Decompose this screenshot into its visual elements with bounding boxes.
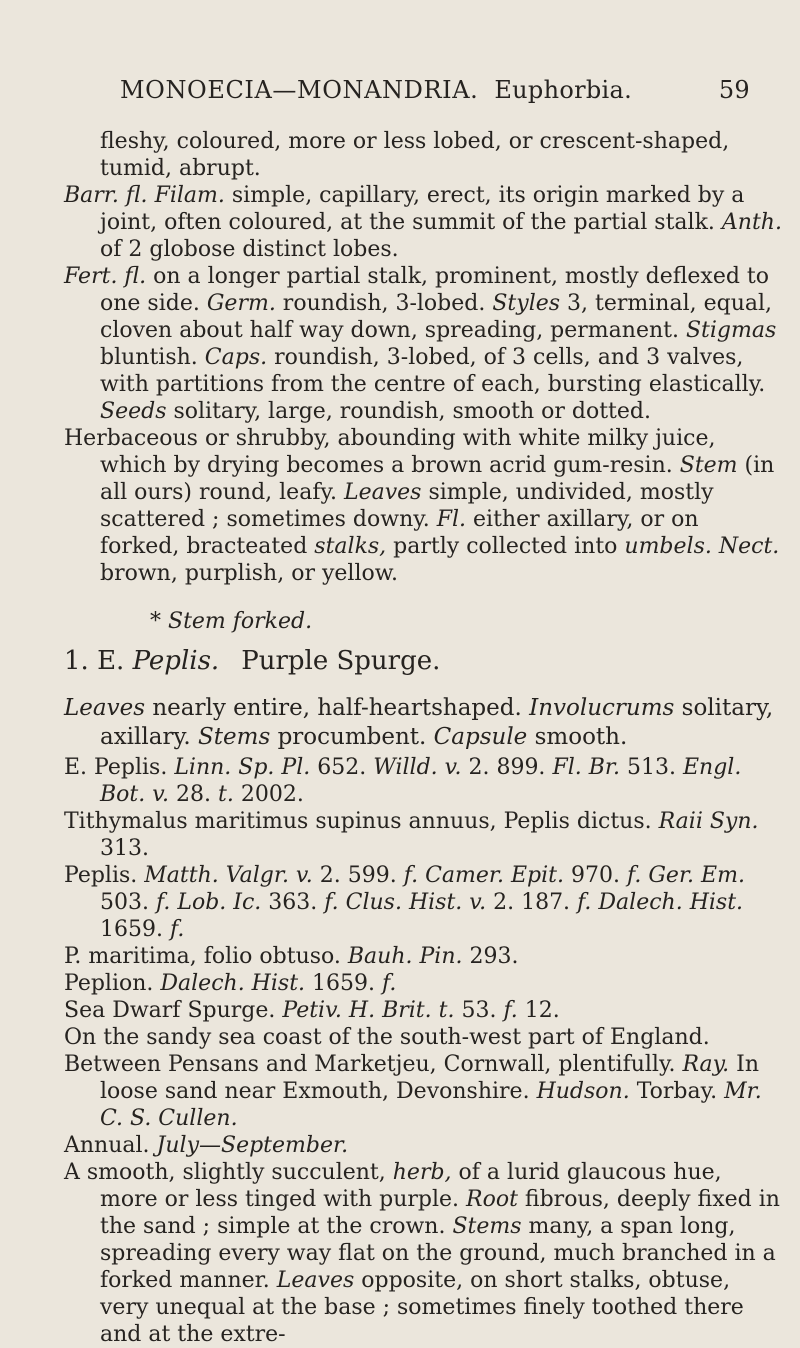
label-stigmas: Stigmas (685, 318, 777, 343)
syn-citation: Linn. Sp. Pl. (174, 755, 311, 780)
syn-text: 2. 899. (461, 755, 553, 780)
text-caps: roundish, 3-lobed, of 3 cells, and 3 valves, with partitions from the centre of each, bursting elastically. (100, 345, 766, 397)
header-title: MONOECIA—MONANDRIA. (120, 76, 479, 104)
syn-citation: t. (218, 782, 234, 807)
running-header (120, 76, 750, 104)
syn-text: 503. (100, 890, 156, 915)
paragraph-barren-flower (64, 182, 784, 263)
synonym-1 (64, 754, 784, 808)
syn-text: 1659. (100, 917, 170, 942)
syn-text: 2. 187. (486, 890, 578, 915)
synonym-2 (64, 808, 784, 862)
label-caps: Caps. (204, 345, 268, 370)
syn-text: 970. (564, 863, 627, 888)
syn-text: Peplis. (64, 863, 145, 888)
syn-citation: f. (324, 890, 339, 915)
header-genus: Euphorbia. (494, 76, 633, 104)
syn-citation: f. (627, 863, 642, 888)
duration-flowering (64, 1132, 784, 1159)
syn-citation: t. (438, 998, 455, 1023)
syn-citation: Camer. Epit. (425, 863, 565, 888)
syn-text: Peplion. (64, 971, 161, 996)
page-body (64, 128, 784, 1348)
desc-text: A smooth, slightly succulent, (64, 1160, 393, 1185)
text-herb-6: brown, purplish, or yellow. (100, 561, 398, 586)
syn-citation: Engl. Bot. v. (100, 755, 742, 807)
paragraph-habit (64, 425, 784, 587)
label-nect: Nect. (718, 534, 780, 559)
text-herb-4: either axillary, or on forked, bracteated (100, 507, 699, 559)
species-name: Peplis. (132, 646, 220, 676)
syn-text: 28. (169, 782, 219, 807)
syn-text: 363. (261, 890, 325, 915)
syn-citation: Willd. v. (373, 755, 462, 780)
syn-text: 293. (462, 944, 519, 969)
page-number: 59 (718, 76, 750, 104)
text-herb-2: (in all ours) round, leafy. (100, 453, 775, 505)
label-filam: Filam. (154, 183, 225, 208)
char-capsule-text: smooth. (527, 724, 628, 750)
desc-term: Leaves (276, 1268, 355, 1293)
flowering-months: July—September. (156, 1133, 349, 1158)
paragraph-fertile-flower (64, 263, 784, 425)
text-seeds: solitary, large, roundish, smooth or dotted. (166, 399, 651, 424)
syn-text (432, 998, 439, 1023)
label-umbels: umbels. (624, 534, 712, 559)
species-heading (64, 646, 784, 676)
syn-citation: Clus. Hist. v. (345, 890, 487, 915)
syn-text: 1659. (305, 971, 382, 996)
syn-text: Tithymalus maritimus supinus annuus, Peplis dictus. (64, 809, 659, 834)
syn-text: 652. (310, 755, 374, 780)
habitat-text: Between Pensans and Marketjeu, Cornwall, plentifully. (64, 1052, 683, 1077)
syn-text (339, 890, 346, 915)
desc-term: Stems (452, 1214, 522, 1239)
syn-citation: Raii Syn. (658, 809, 759, 834)
syn-citation: Matth. Valgr. v. (144, 863, 313, 888)
char-involucrums: Involucrums (529, 695, 675, 721)
desc-term: Root (466, 1187, 518, 1212)
syn-citation: Ger. Em. (648, 863, 745, 888)
char-involucrums-text: solitary, axillary. (100, 695, 774, 750)
char-stems-text: procumbent. (270, 724, 434, 750)
syn-text: Sea Dwarf Spurge. (64, 998, 283, 1023)
syn-citation: f. (403, 863, 419, 888)
text-styles: 3, terminal, equal, cloven about half way down, spreading, permanent. (100, 291, 773, 343)
synonym-6 (64, 997, 784, 1024)
desc-text: many, a span long, spreading every way flat on the ground, much branched in a forked manner. (100, 1214, 776, 1293)
syn-text: 513. (619, 755, 683, 780)
label-stem: Stem (679, 453, 738, 478)
habitat-authority: Ray. (682, 1052, 730, 1077)
char-stems: Stems (198, 724, 271, 750)
syn-text: 53. (454, 998, 504, 1023)
syn-citation: f. (503, 998, 518, 1023)
label-stalks: stalks, (314, 534, 387, 559)
syn-citation: f. (155, 890, 171, 915)
desc-text: opposite, on short stalks, obtuse, very unequal at the base ; sometimes finely toothed there and at the extre- (100, 1268, 744, 1347)
syn-text: 2. 599. (312, 863, 404, 888)
duration-text: Annual. (64, 1133, 157, 1158)
syn-citation: Lob. Ic. (177, 890, 262, 915)
syn-text: 2002. (233, 782, 304, 807)
desc-text: of a lurid glaucous hue, more or less tinged with purple. (100, 1160, 722, 1212)
syn-text: 313. (100, 836, 149, 861)
habitat-text: Torbay. (629, 1079, 725, 1104)
desc-term: herb, (392, 1160, 452, 1185)
syn-citation: Fl. Br. (552, 755, 620, 780)
label-barr: Barr. fl. (64, 183, 148, 208)
text-herb-3: simple, undivided, mostly scattered ; sometimes downy. (100, 480, 714, 532)
char-leaves-text: nearly entire, half-heartshaped. (145, 695, 530, 721)
text-stigmas: bluntish. (100, 345, 205, 370)
syn-citation: f. (382, 971, 397, 996)
syn-text: P. maritima, folio obtuso. (64, 944, 348, 969)
species-number: 1. E. (64, 646, 125, 676)
label-leaves: Leaves (343, 480, 422, 505)
desc-text: fibrous, deeply fixed in the sand ; simple at the crown. (100, 1187, 780, 1239)
habitat-general: On the sandy sea coast of the south-west part of England. (64, 1025, 710, 1050)
syn-text: E. Peplis. (64, 755, 175, 780)
syn-citation: f. (169, 917, 185, 942)
text-fert: on a longer partial stalk, prominent, mostly deflexed to one side. (100, 264, 770, 316)
label-fl: Fl. (436, 507, 467, 532)
label-anth: Anth. (721, 210, 782, 235)
char-leaves: Leaves (64, 695, 146, 721)
syn-text: 12. (517, 998, 560, 1023)
text-anth: of 2 globose distinct lobes. (100, 237, 399, 262)
habitat-authority: Mr. C. S. Cullen. (100, 1079, 762, 1131)
label-styles: Styles (492, 291, 561, 316)
label-seeds: Seeds (100, 399, 167, 424)
text-herb-1: Herbaceous or shrubby, abounding with white milky juice, which by drying becomes a brown acrid gum-resin. (64, 426, 716, 478)
syn-citation: Dalech. Hist. (598, 890, 744, 915)
text-barr: simple, capillary, erect, its origin marked by a joint, often coloured, at the summit of the partial stalk. (100, 183, 745, 235)
label-germ: Germ. (206, 291, 276, 316)
synonym-3 (64, 862, 784, 943)
specific-character (64, 694, 784, 752)
text-germ: roundish, 3-lobed. (275, 291, 493, 316)
paragraph-nectary-continued: fleshy, coloured, more or less lobed, or crescent-shaped, tumid, abrupt. (100, 129, 730, 181)
habitat-localities (64, 1051, 784, 1132)
habitat-text: In loose sand near Exmouth, Devonshire. (100, 1052, 760, 1104)
text-herb-5: partly collected into (386, 534, 625, 559)
syn-citation: Dalech. Hist. (160, 971, 306, 996)
synonym-5 (64, 970, 784, 997)
syn-citation: Petiv. H. Brit. (282, 998, 432, 1023)
label-fert: Fert. fl. (64, 264, 147, 289)
char-capsule: Capsule (433, 724, 528, 750)
species-common-name: Purple Spurge. (241, 646, 441, 676)
syn-citation: Bauh. Pin. (347, 944, 463, 969)
section-mark: * Stem forked. (150, 609, 313, 634)
syn-citation: f. (577, 890, 592, 915)
synonym-4 (64, 943, 784, 970)
habitat-authority: Hudson. (536, 1079, 630, 1104)
description (64, 1159, 784, 1348)
